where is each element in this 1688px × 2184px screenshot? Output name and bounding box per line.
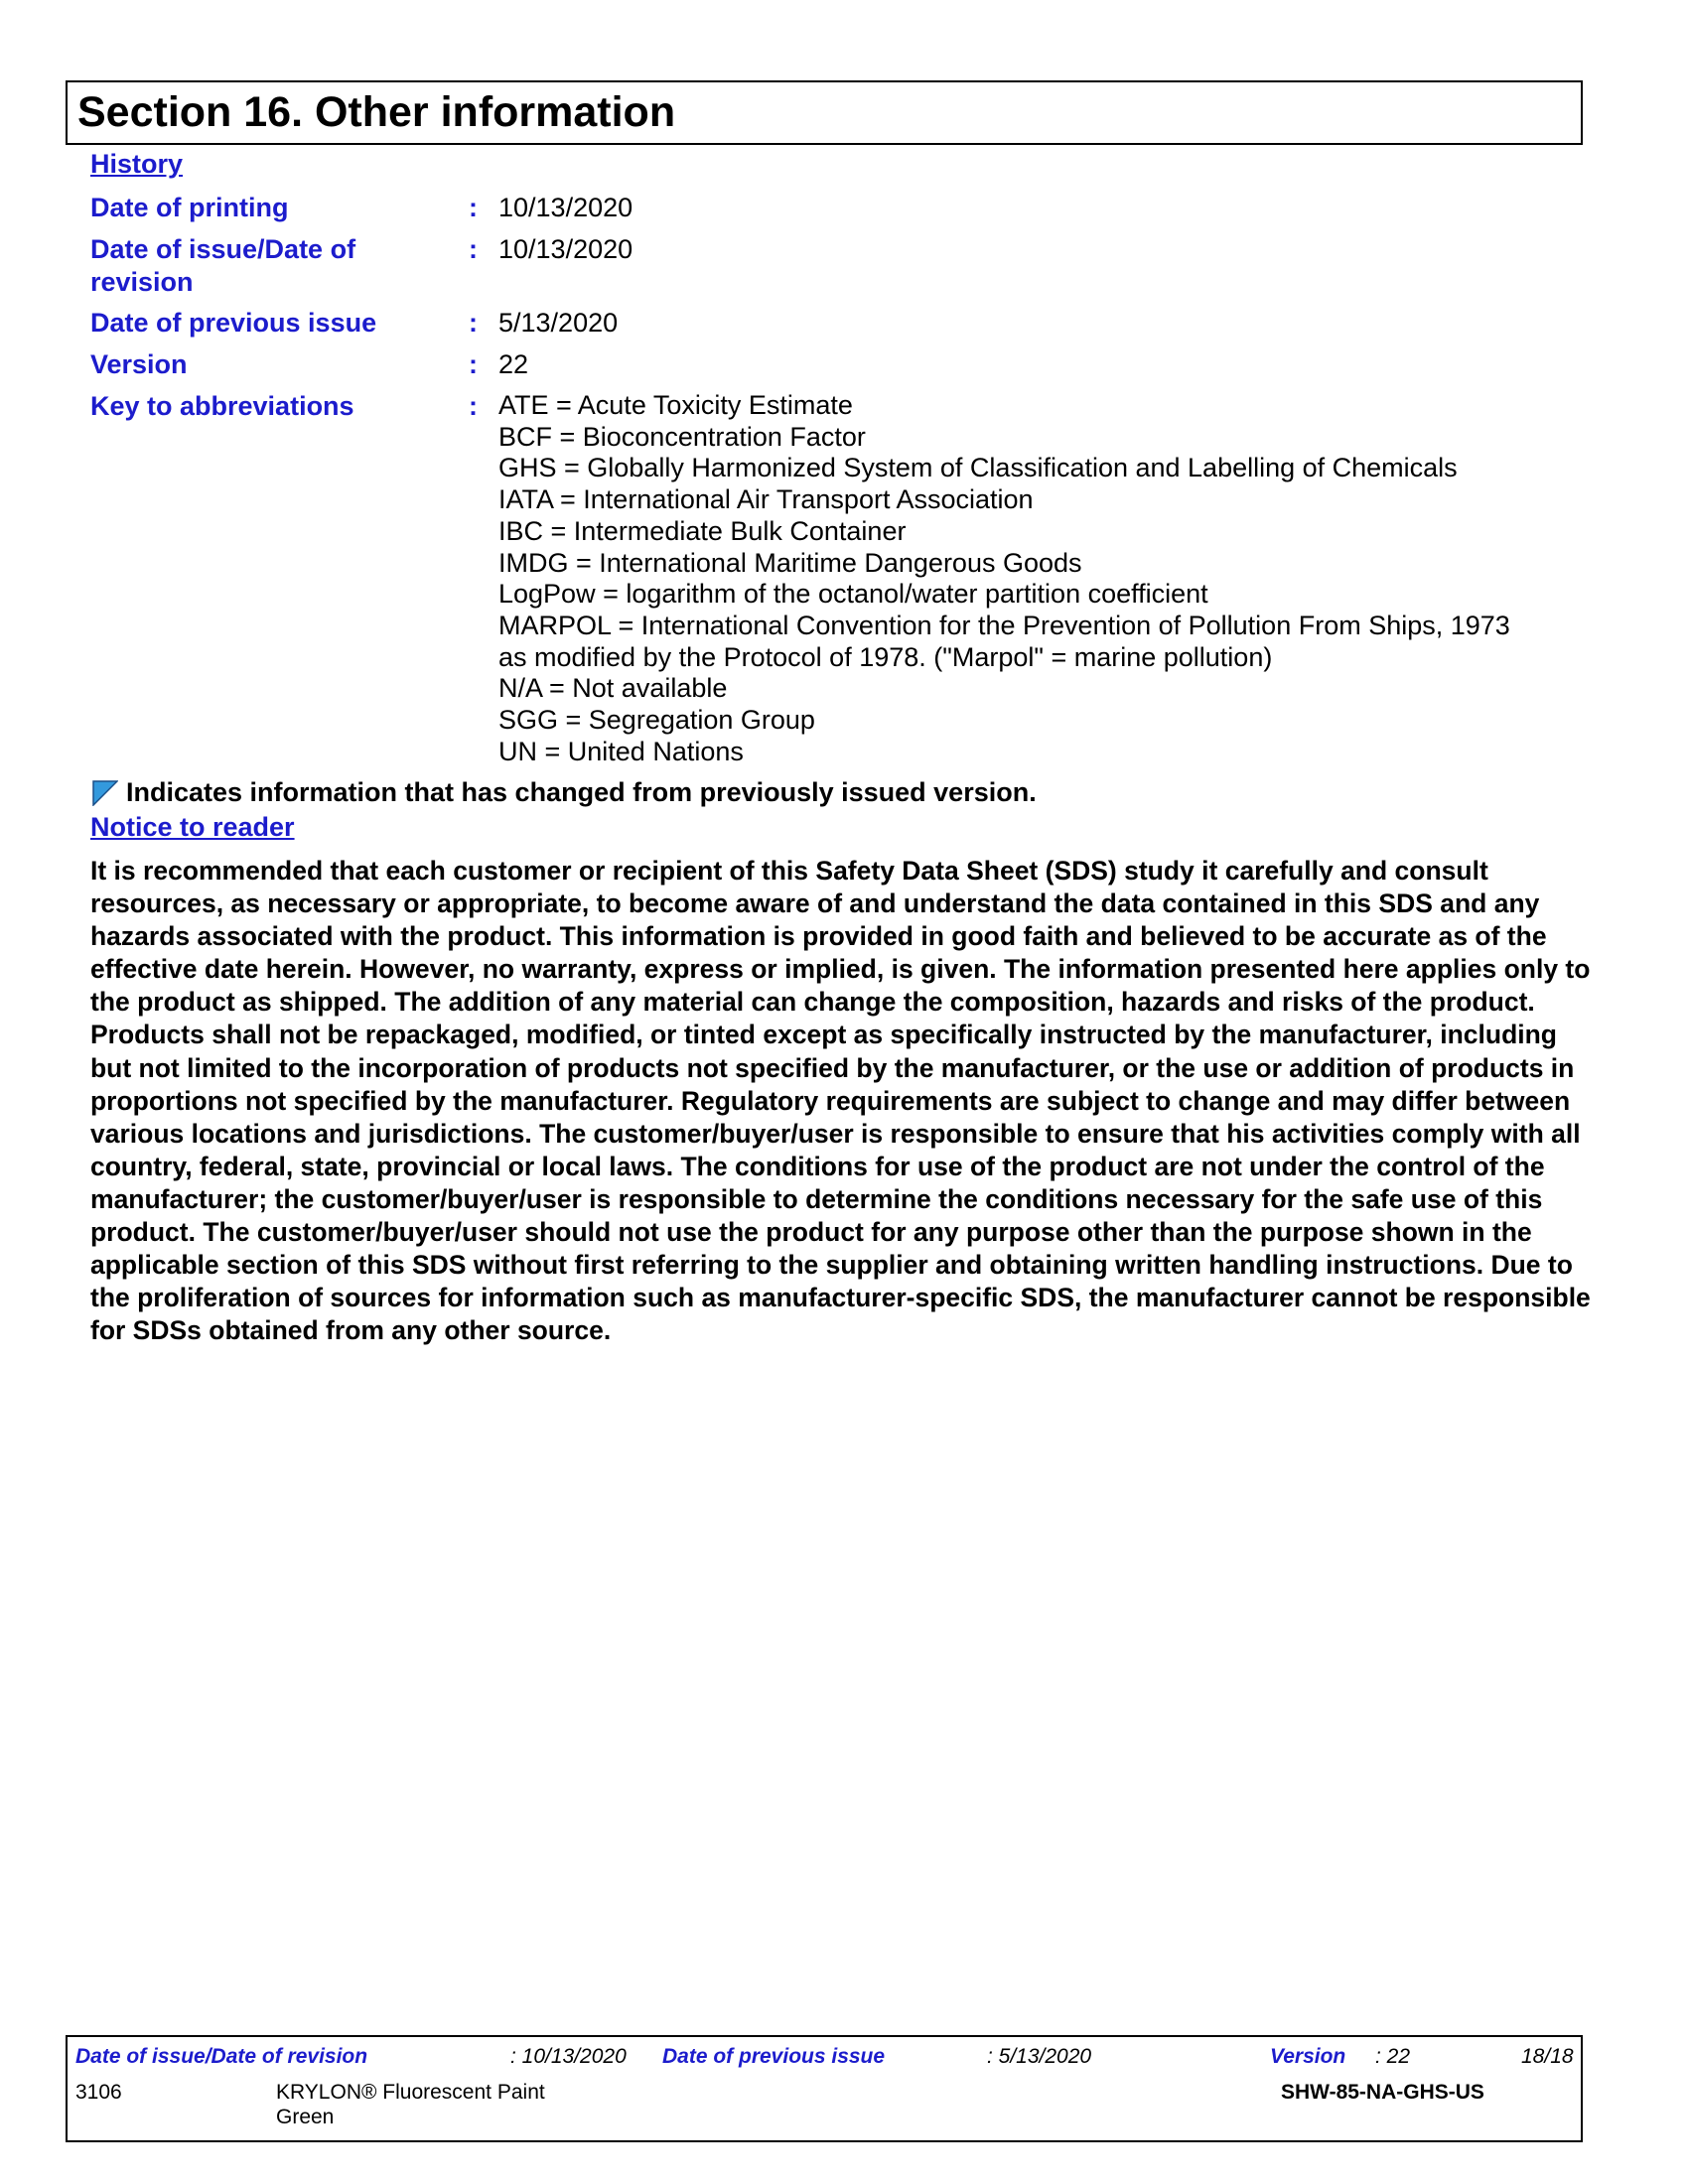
footer-product-code: 3106 xyxy=(75,2081,122,2104)
abbreviation-item: IATA = International Air Transport Association xyxy=(498,484,1034,515)
version-label: Version xyxy=(90,349,188,379)
footer-previous-issue-value: : 5/13/2020 xyxy=(987,2045,1092,2068)
colon: : xyxy=(469,349,478,379)
abbreviation-item: ATE = Acute Toxicity Estimate xyxy=(498,390,853,420)
date-of-issue-label: Date of issue/Date of revision xyxy=(90,234,356,297)
page-footer xyxy=(66,2035,1583,2142)
abbreviation-item: as modified by the Protocol of 1978. ("Marpol" = marine pollution) xyxy=(498,641,1273,672)
version-value: 22 xyxy=(498,349,529,379)
footer-document-id: SHW-85-NA-GHS-US xyxy=(1281,2081,1484,2104)
footer-issue-label: Date of issue/Date of revision xyxy=(75,2045,368,2068)
abbreviation-item: IMDG = International Maritime Dangerous Goods xyxy=(498,547,1082,578)
key-to-abbreviations-label: Key to abbreviations xyxy=(90,391,354,421)
abbreviation-item: BCF = Bioconcentration Factor xyxy=(498,421,866,452)
date-of-previous-issue-label: Date of previous issue xyxy=(90,308,377,338)
section-title: Section 16. Other information xyxy=(77,88,676,136)
colon: : xyxy=(469,308,478,338)
date-of-previous-issue-value: 5/13/2020 xyxy=(498,308,619,338)
section-header xyxy=(66,80,1583,145)
colon: : xyxy=(469,391,478,421)
abbreviations-list xyxy=(498,390,1510,767)
abbreviation-item: GHS = Globally Harmonized System of Classification and Labelling of Chemicals xyxy=(498,453,1458,483)
footer-product-name-line2: Green xyxy=(276,2106,335,2128)
abbreviation-item: N/A = Not available xyxy=(498,673,728,704)
abbreviation-item: LogPow = logarithm of the octanol/water partition coefficient xyxy=(498,579,1208,610)
footer-version-value: : 22 xyxy=(1375,2045,1411,2068)
date-of-issue-value: 10/13/2020 xyxy=(498,234,633,264)
footer-product-name-line1: KRYLON® Fluorescent Paint xyxy=(276,2081,545,2104)
footer-issue-value: : 10/13/2020 xyxy=(510,2045,627,2068)
changed-triangle-icon xyxy=(92,780,118,806)
footer-page-number: 18/18 xyxy=(1521,2045,1574,2068)
notice-to-reader-link[interactable]: Notice to reader xyxy=(90,812,295,842)
footer-version-label: Version xyxy=(1270,2045,1346,2068)
abbreviation-item: MARPOL = International Convention for the Prevention of Pollution From Ships, 1973 xyxy=(498,610,1510,640)
footer-previous-issue-label: Date of previous issue xyxy=(662,2045,886,2068)
colon: : xyxy=(469,234,478,264)
abbreviation-item: SGG = Segregation Group xyxy=(498,705,815,736)
notice-text: It is recommended that each customer or recipient of this Safety Data Sheet (SDS) study it carefully and consult resources, as necessary or appropriate, to become aware of and understand the data contained in this SDS and any hazards associated with the product. This information is provided in good faith and believed to be accurate as of the effective date herein. However, no warranty, express or implied, is given. The information presented here applies only to the product as shipped. The addition of any material can change the composition, hazards and risks of the product. Products shall not be repackaged, modified, or tinted except as specifically instructed by the manufacturer, including but not limited to the incorporation of products not specified by the manufacturer, or the use or addition of products in proportions not specified by the manufacturer. Regulatory requirements are subject to change and may differ between various locations and jurisdictions. The customer/buyer/user is responsible to ensure that his activities comply with all country, federal, state, provincial or local laws. The conditions for use of the product are not under the control of the manufacturer; the customer/buyer/user is responsible to determine the conditions necessary for the safe use of this product. The customer/buyer/user should not use the product for any purpose other than the purpose shown in the applicable section of this SDS without first referring to the supplier and obtaining written handling instructions. Due to the proliferation of sources for information such as manufacturer-specific SDS, the manufacturer cannot be responsible for SDSs obtained from any other source. xyxy=(90,856,1591,1346)
history-link[interactable]: History xyxy=(90,149,184,179)
date-of-printing-value: 10/13/2020 xyxy=(498,193,633,222)
changed-indicator xyxy=(92,777,1037,808)
changed-indicator-text: Indicates information that has changed from previously issued version. xyxy=(126,777,1037,807)
colon: : xyxy=(469,193,478,222)
date-of-printing-label: Date of printing xyxy=(90,193,289,222)
abbreviation-item: IBC = Intermediate Bulk Container xyxy=(498,515,907,546)
abbreviation-item: UN = United Nations xyxy=(498,736,744,766)
